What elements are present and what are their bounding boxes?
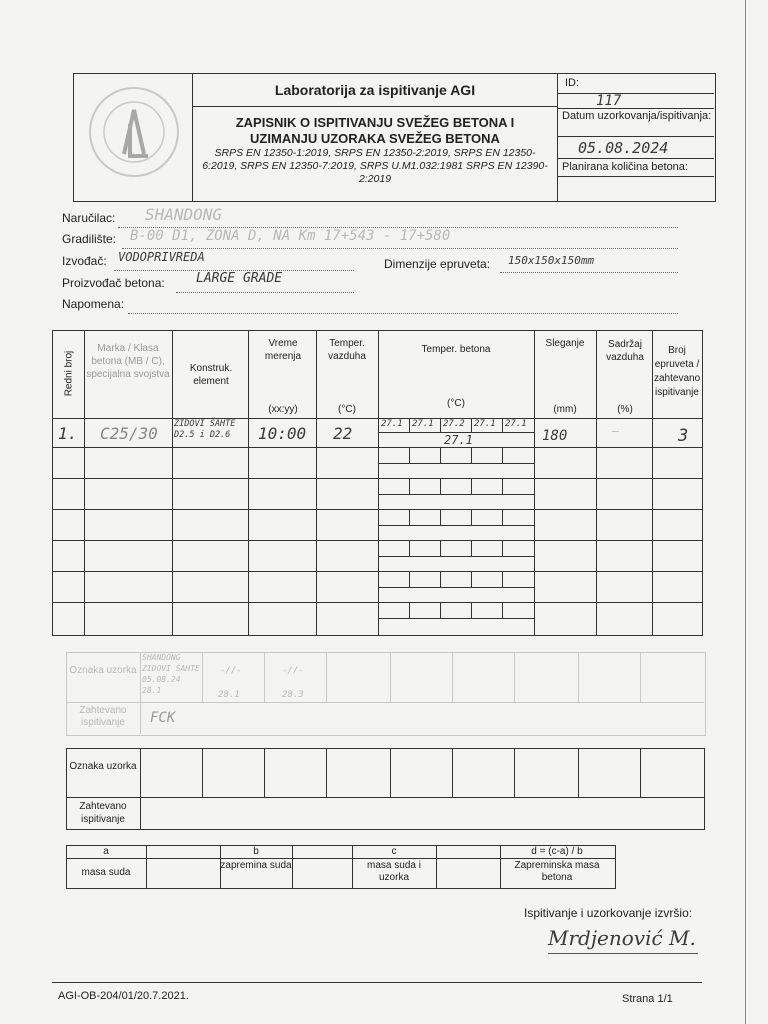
signature: Mrdjenović M.: [548, 926, 696, 950]
row1-time: 10:00: [258, 424, 307, 443]
header-air-content-unit: (%): [617, 404, 633, 415]
date-label: Datum uzorkovanja/ispitivanja:: [562, 110, 712, 122]
sample1-req-label: Zahtevano ispitivanje: [79, 705, 127, 728]
sample1-cell1: SHANDONG ZIDOVI ŠAHTE 05.08.24 28.1: [142, 653, 200, 695]
agi-logo: [86, 84, 182, 180]
header-row-number: Redni broj: [63, 350, 75, 397]
performed-by-label: Ispitivanje i uzorkovanje izvršio:: [524, 906, 693, 920]
site-value: B-00 D1, ZONA D, NA Km 17+543 - 17+580: [130, 228, 451, 244]
row1-temp-2: 27.1: [412, 419, 434, 429]
calc-c-label: masa suda i uzorka: [367, 860, 421, 883]
sample2-label: Oznaka uzorka: [69, 761, 137, 772]
row1-temp-3: 27.2: [443, 419, 465, 429]
contractor-value: VODOPRIVREDA: [118, 250, 205, 264]
producer-value: LARGE GRADE: [196, 271, 283, 286]
calc-d-label: Zapreminska masa betona: [514, 860, 600, 883]
sample1-required-test: FCK: [150, 710, 176, 726]
document-code: AGI-OB-204/01/20.7.2021.: [58, 990, 189, 1002]
header-concrete-temp: Temper. betona: [421, 344, 491, 355]
header-air-content: Sadržaj vazduha: [606, 339, 644, 363]
row1-air-temp: 22: [333, 424, 353, 443]
date-value: 05.08.2024: [578, 139, 669, 157]
sample-table: [66, 748, 705, 830]
calc-b-header: b: [253, 846, 259, 857]
dimensions-label: Dimenzije epruveta:: [384, 257, 491, 271]
row1-grade: C25/30: [100, 424, 158, 443]
row1-temp-5: 27.1: [505, 419, 527, 429]
header-concrete-temp-unit: (°C): [447, 398, 465, 409]
sample1-cell3: -//-: [282, 666, 304, 676]
header-specimens: Broj epruveta / zahtevano ispitivanje: [654, 345, 701, 398]
header-slump-unit: (mm): [553, 404, 577, 415]
header-concrete-grade: Marka / Klasa betona (MB / C), specijalna svojstva: [86, 343, 170, 380]
contractor-label: Izvođač:: [62, 254, 107, 268]
row1-temp-1: 27.1: [381, 419, 403, 429]
row1-temp-4: 27.1: [474, 419, 496, 429]
client-value: SHANDONG: [145, 205, 223, 224]
row1-temp-average: 27.1: [444, 433, 473, 447]
header-air-temp: Temper. vazduha: [328, 338, 366, 362]
calc-b-label: zapremina suda: [220, 860, 292, 871]
site-label: Gradilište:: [62, 232, 117, 246]
standards-text: SRPS EN 12350-1:2019, SRPS EN 12350-2:2019, SRPS EN 12350-6:2019, SRPS EN 12350-7:2019, SRPS U.M1.032:1981 SRPS EN 12390-2:2019: [202, 147, 548, 185]
header-air-temp-unit: (°C): [338, 404, 356, 415]
sample1-cell2-temp: 28.1: [218, 690, 240, 700]
id-label: ID:: [565, 77, 580, 89]
row1-slump: 180: [542, 428, 568, 444]
producer-label: Proizvođač betona:: [62, 276, 165, 290]
client-label: Naručilac:: [62, 211, 116, 225]
calc-a-header: a: [103, 846, 109, 857]
note-label: Napomena:: [62, 297, 125, 311]
header-time-unit: (xx:yy): [268, 404, 298, 415]
row1-specimens: 3: [678, 426, 689, 446]
planned-quantity-label: Planirana količina betona:: [562, 161, 688, 173]
dimensions-value: 150x150x150mm: [508, 254, 595, 267]
header-time: Vreme merenja: [264, 338, 302, 362]
sample1-cell2: -//-: [220, 666, 242, 676]
sample1-label: Oznaka uzorka: [69, 665, 137, 676]
calc-a-label: masa suda: [81, 867, 131, 878]
lab-name: Laboratorija za ispitivanje AGI: [274, 82, 476, 98]
id-value: 117: [596, 93, 622, 109]
sample1-cell3-temp: 28.3: [282, 690, 304, 700]
calc-c-header: c: [391, 846, 397, 857]
row1-element: ZIDOVI ŠAHTE D2.5 i D2.6: [174, 419, 236, 440]
calc-d-header: d = (c-a) / b: [531, 846, 583, 857]
form-title-line2: UZIMANJU UZORAKA SVEŽEG BETONA: [250, 131, 500, 146]
header-slump: Sleganje: [545, 338, 585, 349]
sample2-req-label: Zahtevano ispitivanje: [79, 801, 127, 825]
header-element: Konstruk. element: [189, 363, 233, 387]
row1-number: 1.: [58, 424, 78, 443]
form-title-line1: ZAPISNIK O ISPITIVANJU SVEŽEG BETONA I: [235, 115, 515, 130]
row1-air-content: —: [612, 424, 620, 438]
page-number: Strana 1/1: [622, 993, 673, 1005]
